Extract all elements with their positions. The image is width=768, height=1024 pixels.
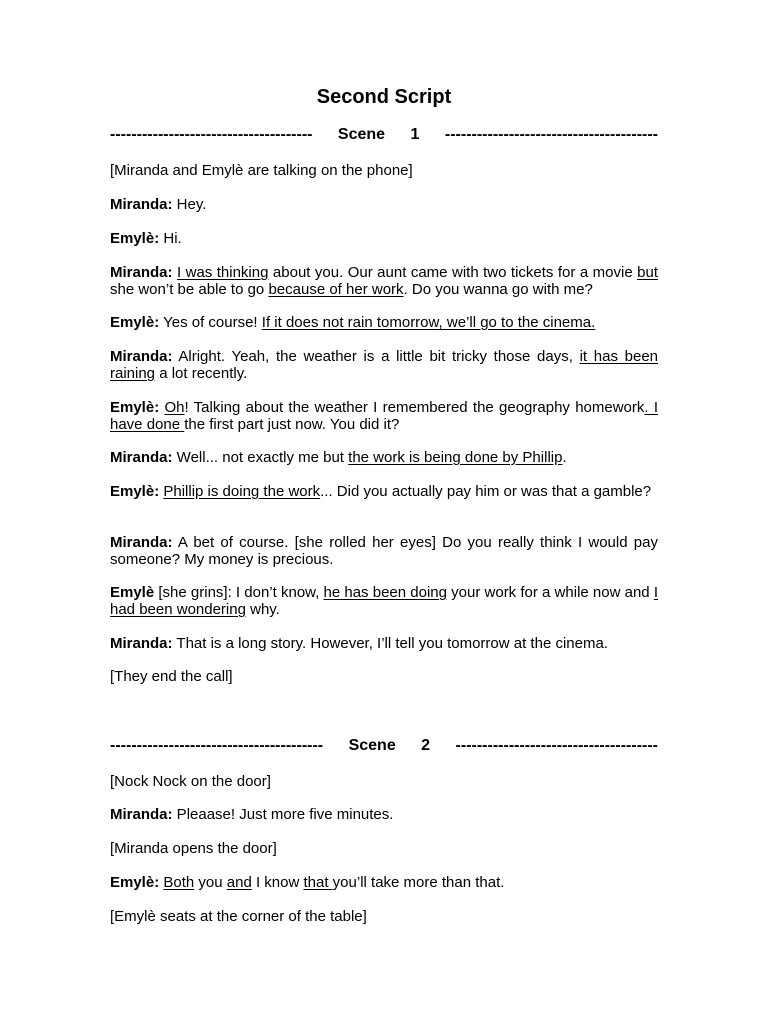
dialogue-line <box>110 264 658 298</box>
document-title: Second Script <box>316 86 452 108</box>
speaker-name: Emylè: <box>110 483 160 500</box>
underlined-phrase: Oh <box>164 399 185 416</box>
dialogue-text: Hi. <box>159 230 182 247</box>
dialogue-text: Alright. Yeah, the weather is a little bit tricky those days, <box>172 348 580 365</box>
underlined-phrase: I was thinking <box>176 264 269 281</box>
scene-2-header: ---------------------------------------- Scene 2 -------------------------------------- <box>110 737 658 754</box>
speaker-name: Miranda: <box>110 534 173 551</box>
dialogue-text: I know <box>251 874 304 891</box>
dialogue-text: Hey. <box>172 196 207 213</box>
dialogue-line <box>110 534 658 568</box>
underlined-phrase: but <box>637 264 658 281</box>
stage-direction: [Miranda opens the door] <box>110 840 277 857</box>
underlined-phrase: and <box>226 874 252 891</box>
underlined-phrase: the work is being done by Phillip <box>348 449 563 466</box>
dialogue-text: why. <box>245 601 280 618</box>
dialogue-line <box>110 196 658 213</box>
underlined-phrase: Phillip is doing the work <box>163 483 321 500</box>
dialogue-text: . <box>562 449 567 466</box>
dialogue-text: ! Talking about the weather I remembered the geography homework <box>184 399 645 416</box>
dialogue-line <box>110 584 658 618</box>
dialogue-line <box>110 806 658 823</box>
dialogue-text: ... Did you actually pay him or was that a gamble? <box>320 483 652 500</box>
speaker-name: Miranda: <box>110 806 173 823</box>
stage-direction: [Nock Nock on the door] <box>110 773 271 790</box>
dialogue-text: she won’t be able to go <box>110 281 269 298</box>
speaker-name: Emylè <box>110 584 155 601</box>
dialogue-line <box>110 399 658 433</box>
dialogue-line <box>110 483 658 500</box>
dialogue-text: Pleaase! Just more five minutes. <box>172 806 394 823</box>
underlined-phrase: If it does not rain tomorrow, we’ll go to the cinema. <box>261 314 596 331</box>
dialogue-text: you <box>194 874 227 891</box>
dialogue-text: about you. Our aunt came with two tickets for a movie <box>268 264 638 281</box>
speaker-name: Miranda: <box>110 635 173 652</box>
underlined-phrase: I had been wondering <box>110 584 658 618</box>
dialogue-text: Well... not exactly me but <box>172 449 349 466</box>
speaker-name: Miranda: <box>110 264 173 281</box>
dialogue-line <box>110 449 658 466</box>
underlined-phrase: . I have done <box>110 399 658 433</box>
underlined-phrase: it has been raining <box>110 348 658 382</box>
speaker-name: Emylè: <box>110 399 160 416</box>
dialogue-text: A bet of course. [she rolled her eyes] Do you really think I would pay someone? My money is precious. <box>110 534 658 568</box>
dialogue-line <box>110 230 658 247</box>
dialogue-text: [she grins]: I don’t know, <box>154 584 324 601</box>
dialogue-line <box>110 348 658 382</box>
scene-1-header: -------------------------------------- Scene 1 ---------------------------------------- <box>110 126 658 143</box>
dialogue-line <box>110 635 658 652</box>
speaker-name: Emylè: <box>110 230 160 247</box>
underlined-phrase: he has been doing <box>323 584 447 601</box>
dialogue-text: a lot recently. <box>155 365 248 382</box>
speaker-name: Emylè: <box>110 314 160 331</box>
dialogue-text: Yes of course! <box>159 314 262 331</box>
dialogue-text: That is a long story. However, I’ll tell you tomorrow at the cinema. <box>172 635 608 652</box>
stage-direction: [They end the call] <box>110 668 233 685</box>
dialogue-line <box>110 874 658 891</box>
speaker-name: Miranda: <box>110 348 173 365</box>
underlined-phrase: because of her work <box>268 281 404 298</box>
dialogue-text: the first part just now. You did it? <box>184 416 400 433</box>
dialogue-text: your work for a while now and <box>446 584 654 601</box>
stage-direction: [Emylè seats at the corner of the table] <box>110 908 367 925</box>
stage-direction: [Miranda and Emylè are talking on the phone] <box>110 162 413 179</box>
dialogue-text: you’ll take more than that. <box>332 874 505 891</box>
dialogue-line <box>110 314 658 331</box>
dialogue-text: . Do you wanna go with me? <box>403 281 593 298</box>
underlined-phrase: that <box>303 874 333 891</box>
speaker-name: Miranda: <box>110 449 173 466</box>
underlined-phrase: Both <box>163 874 195 891</box>
speaker-name: Emylè: <box>110 874 160 891</box>
speaker-name: Miranda: <box>110 196 173 213</box>
